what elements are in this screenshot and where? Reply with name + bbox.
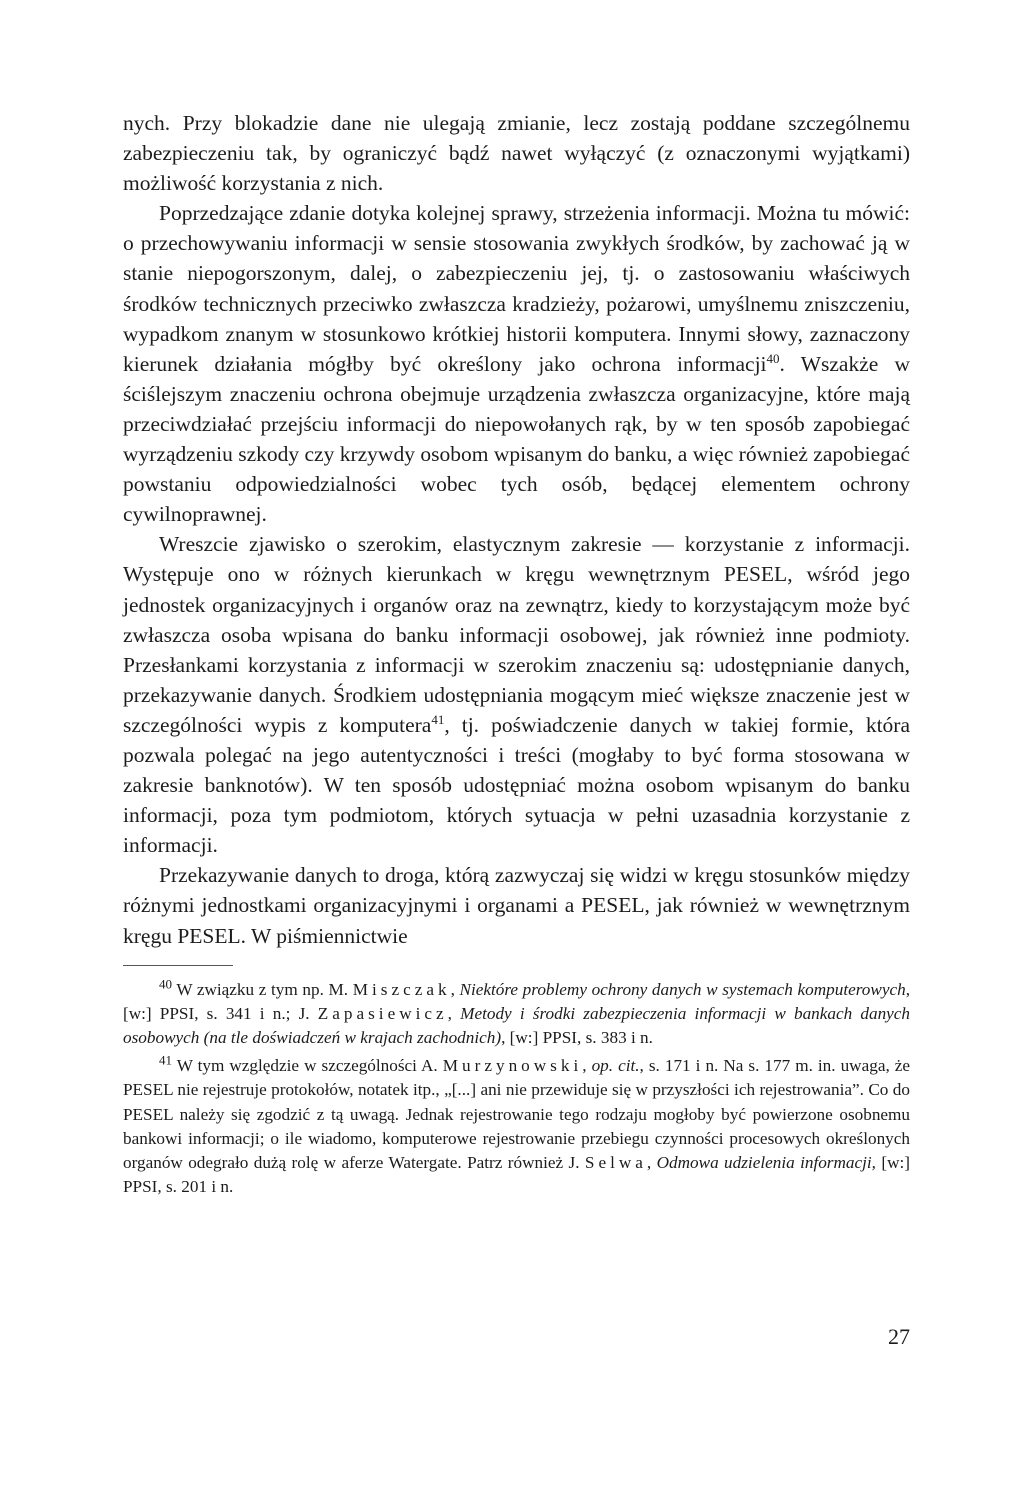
paragraph-2-text-a: Poprzedzające zdanie dotyka kolejnej sprawy, strzeżenia informacji. Można tu mówić: o przechowywaniu informacji w sensie stosowania zwykłych środków, by zachować ją w stanie niepogorszonym, dalej, o zabezpieczeniu jej, tj. o zastosowaniu właściwych środków technicznych przeciwko zwłaszcza kradzieży, pożarowi, umyślnemu zniszczeniu, wypadkom znanym w stosunkowo krótkiej historii komputera. Innymi słowy, zaznaczony kierunek działania mógłby być określony jako ochrona informacji — [123, 201, 910, 376]
footnote-41-text-5: [w:] PPSI, s. 201 i n. — [123, 1153, 911, 1197]
paragraph-1-text: nych. Przy blokadzie dane nie ulegają zmianie, lecz zostają poddane szczególnemu zabezpieczeniu tak, by ograniczyć bądź nawet wyłączyć (z oznaczonymi wyjątkami) możliwość korzystania z nich. — [123, 111, 910, 196]
footnote-41-title-1: op. cit. — [591, 1056, 640, 1076]
footnote-40-text-5: , [w:] PPSI, s. 383 i n. — [501, 1028, 653, 1048]
footnote-41-title-2: Odmowa udzielenia informacji, — [656, 1153, 876, 1173]
footnote-40-author-1: Miszczak — [352, 979, 451, 999]
footnote-41-text-1: W tym względzie w szczególności A. — [172, 1056, 443, 1076]
page-number: 27 — [888, 1324, 910, 1349]
footnote-40-title-2: Metody i środki zabezpieczenia informacji w bankach danych osobowych (na tle doświadczeń w krajach zachodnich) — [123, 1003, 911, 1048]
footnote-40-author-2: Zapasiewicz — [317, 1003, 448, 1023]
footnote-41-author-2: Selwa — [584, 1153, 647, 1173]
footnote-40-text-3: , [w:] PPSI, s. 341 i n.; J. — [123, 979, 910, 1023]
footnote-40-title-1: Niektóre problemy ochrony danych w systemach komputerowych — [459, 979, 906, 999]
footnote-40-text-4: , — [447, 1003, 461, 1023]
footnote-41 — [123, 1054, 910, 1199]
footnote-ref-41[interactable]: 41 — [431, 711, 445, 727]
footnote-41-text-4: , — [646, 1153, 657, 1173]
footnote-40-text-2: , — [450, 979, 460, 999]
paragraph-1 — [123, 108, 910, 198]
footnote-41-author-1: Murzynowski — [442, 1056, 583, 1076]
paragraph-3-text-a: Wreszcie zjawisko o szerokim, elastycznym zakresie — korzystanie z informacji. Występuje ono w różnych kierunkach w kręgu wewnętrznym PESEL, wśród jego jednostek organizacyjnych i organów oraz na zewnątrz, kiedy to korzystającym może być zwłaszcza osoba wpisana do banku informacji osobowej, jak również inne podmioty. Przesłankami korzystania z informacji w szerokim znaczeniu są: udostępnianie danych, przekazywanie danych. Środkiem udostępniania mogącym mieć większe znaczenie jest w szczególności wypis z komputera — [123, 532, 910, 737]
paragraph-3-text-b: , tj. poświadczenie danych w takiej formie, która pozwala polegać na jego autentyczności i treści (mogłaby to być forma stosowana w zakresie banknotów). W ten sposób udostępniać można osobom wpisanym do banku informacji, poza tym podmiotom, których sytuacja w pełni uzasadnia korzystanie z informacji. — [123, 712, 910, 858]
paragraph-3 — [123, 529, 910, 860]
footnote-41-text-3: , s. 171 i n. Na s. 177 m. in. uwaga, że PESEL nie rejestruje protokołów, notatek itp., „[...] ani nie przewiduje się w przyszłości ich rejestrowania”. Co do PESEL należy się zgodzić z tą uwagą. Jednak rejestrowanie tego rodzaju mogłoby być powierzone osobnemu bankowi informacji; o ile wiadomo, komputerowe rejestrowanie przebiegu czynności procesowych określonych organów odegrało dużą rolę w aferze Watergate. Patrz również J. — [123, 1056, 911, 1173]
paragraph-4-text: Przekazywanie danych to droga, którą zazwyczaj się widzi w kręgu stosunków między różnymi jednostkami organizacyjnymi i organami a PESEL, jak również w wewnętrznym kręgu PESEL. W piśmiennictwie — [123, 863, 910, 948]
paragraph-4 — [123, 860, 910, 950]
paragraph-2-text-b: . Wszakże w ściślejszym znaczeniu ochrona obejmuje urządzenia zwłaszcza organizacyjne, które mają przeciwdziałać przejściu informacji do niepowołanych rąk, by w ten sposób zapobiegać wyrządzeniu szkody czy krzywdy osobom wpisanym do banku, a więc również zapobiegać powstaniu odpowiedzialności wobec tych osób, będącej elementem ochrony cywilnoprawnej. — [123, 351, 910, 527]
footnote-40-number: 40 — [159, 975, 172, 991]
footnote-40-text-1: W związku z tym np. M. — [172, 979, 353, 999]
page-body — [123, 108, 910, 1199]
footnote-41-text-2: , — [582, 1056, 592, 1076]
footnote-40 — [123, 975, 911, 1051]
footnote-ref-40[interactable]: 40 — [766, 350, 780, 366]
footnote-divider — [123, 965, 233, 966]
footnote-41-number: 41 — [159, 1052, 172, 1068]
paragraph-2 — [123, 198, 910, 529]
